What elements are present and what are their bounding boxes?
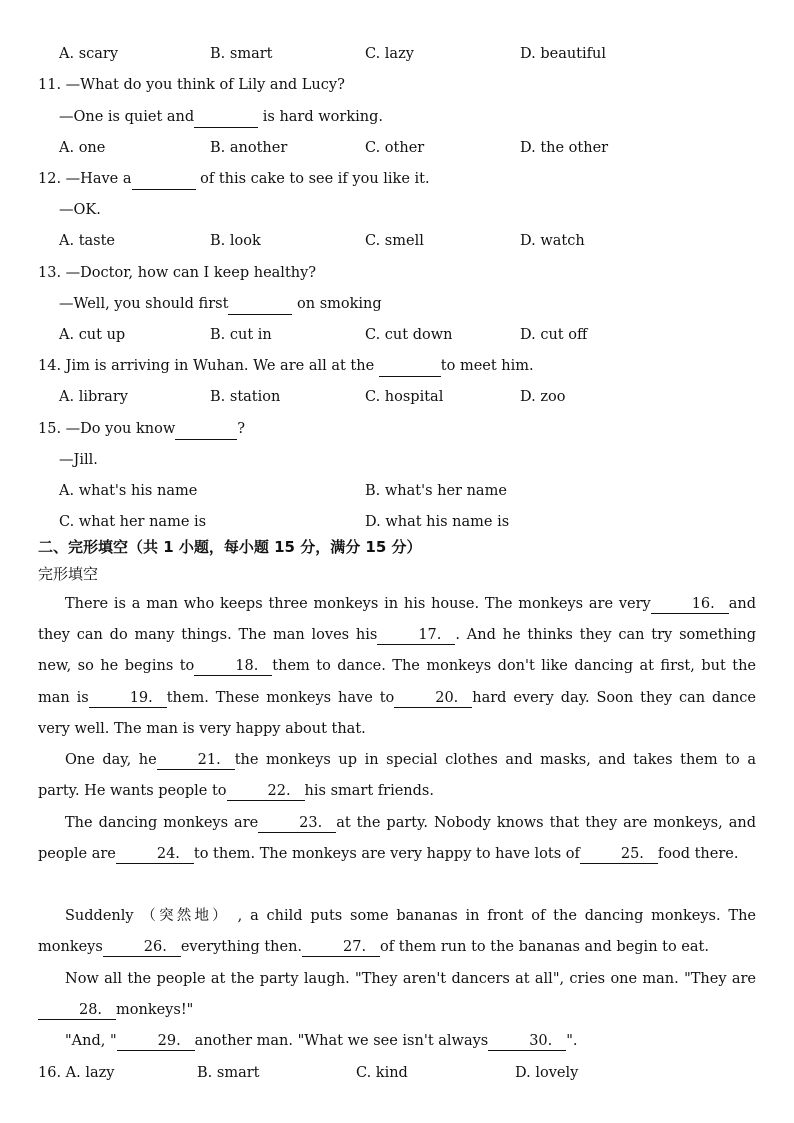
q16-option-d: D. lovely — [515, 1065, 579, 1081]
blank-21: 21. — [157, 751, 235, 770]
q14-option-c: C. hospital — [365, 389, 444, 405]
q12-option-a: A. taste — [59, 233, 116, 249]
q16-option-b: B. smart — [197, 1065, 260, 1081]
q11-option-a: A. one — [59, 140, 106, 156]
blank-23: 23. — [258, 814, 336, 833]
passage-paragraph-5: Now all the people at the party laugh. "They aren't dancers at all", cries one man. "They are28. monkeys!" — [38, 964, 756, 1026]
q13-option-b: B. cut in — [210, 327, 272, 343]
q15-reply: —Jill. — [59, 452, 98, 468]
q13-option-c: C. cut down — [365, 327, 453, 343]
blank-17: 17. — [377, 626, 455, 645]
q15-option-b: B. what's her name — [365, 483, 507, 499]
q11-option-b: B. another — [210, 140, 288, 156]
q15-option-d: D. what his name is — [365, 514, 510, 530]
q10-option-b: B. smart — [210, 46, 273, 62]
q16-option-a: 16. A. lazy — [38, 1065, 115, 1081]
blank-18: 18. — [194, 657, 272, 676]
blank-24: 24. — [116, 845, 194, 864]
passage-paragraph-4: Suddenly （突然地） , a child puts some bananas in front of the dancing monkeys. The monkeys 26. everything then. 27. of them run to the bananas and begin to eat. — [38, 908, 756, 956]
q15-stem: 15. —Do you know ? — [38, 419, 245, 439]
q11-option-c: C. other — [365, 140, 425, 156]
q13-reply: —Well, you should first on smoking — [59, 294, 382, 314]
q13-stem: 13. —Doctor, how can I keep healthy? — [38, 265, 317, 281]
blank-28: 28. — [38, 1001, 116, 1020]
q11-reply: —One is quiet and is hard working. — [59, 107, 383, 127]
blank-25: 25. — [580, 845, 658, 864]
blank-29: 29. — [117, 1032, 195, 1051]
q14-option-d: D. zoo — [520, 389, 566, 405]
q10-option-d: D. beautiful — [520, 46, 606, 62]
passage-paragraph-2: One day, he 21. the monkeys up in special clothes and masks, and takes them to a party. He wants people to 22. his smart friends. — [38, 752, 756, 800]
blank-20: 20. — [394, 689, 472, 708]
passage-paragraph-3: The dancing monkeys are 23. at the party. Nobody knows that they are monkeys, and people are 24. to them. The monkeys are very happy to have lots of 25. food there. — [38, 815, 756, 863]
blank-16: 16. — [651, 595, 729, 614]
passage-paragraph-1: There is a man who keeps three monkeys in his house. The monkeys are very 16. and they can do many things. The man loves his 17. . And he thinks they can try something new, so he begins to 18. them to dance. The monkeys don't like dancing at first, but the man is 19. them. These monkeys have to 20. hard every day. Soon they can dance very well. The man is very happy about that. — [38, 596, 756, 737]
q12-option-c: C. smell — [365, 233, 424, 249]
q12-option-b: B. look — [210, 233, 261, 249]
q10-option-a: A. scary — [59, 46, 119, 62]
section-heading: 二、完形填空（共 1 小题，每小题 15 分，满分 15 分） — [38, 538, 422, 556]
blank-26: 26. — [103, 938, 181, 957]
q11-stem: 11. —What do you think of Lily and Lucy? — [38, 77, 345, 93]
q15-option-c: C. what her name is — [59, 514, 207, 530]
q12-stem: 12. —Have a of this cake to see if you like it. — [38, 169, 430, 189]
q14-stem: 14. Jim is arriving in Wuhan. We are all at the to meet him. — [38, 356, 534, 376]
blank-27: 27. — [302, 938, 380, 957]
passage-paragraph-6: "And, " 29. another man. "What we see isn't always 30. ". — [65, 1033, 578, 1049]
q12-reply: —OK. — [59, 202, 101, 218]
q10-option-c: C. lazy — [365, 46, 414, 62]
blank-22: 22. — [227, 782, 305, 801]
q13-option-d: D. cut off — [520, 327, 588, 343]
blank-19: 19. — [89, 689, 167, 708]
q12-option-d: D. watch — [520, 233, 585, 249]
q15-option-a: A. what's his name — [59, 483, 198, 499]
section-subheading: 完形填空 — [38, 565, 99, 583]
q16-option-c: C. kind — [356, 1065, 408, 1081]
q13-option-a: A. cut up — [59, 327, 126, 343]
q11-option-d: D. the other — [520, 140, 609, 156]
q14-option-a: A. library — [59, 389, 128, 405]
blank-30: 30. — [488, 1032, 566, 1051]
q14-option-b: B. station — [210, 389, 281, 405]
